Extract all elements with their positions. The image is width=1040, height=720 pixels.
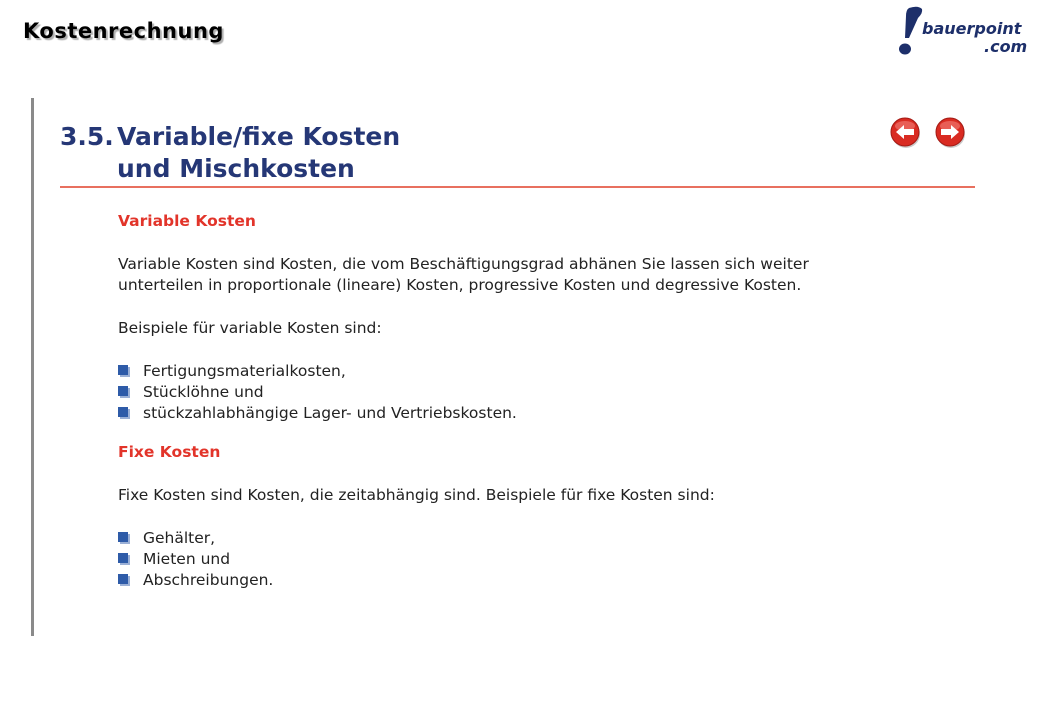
list-item: Gehälter, <box>118 528 898 549</box>
fixed-cost-list <box>118 528 898 591</box>
section-text-variable: Variable Kosten sind Kosten, die vom Beschäftigungsgrad abhänen Sie lassen sich weiter unterteilen in proportionale (lineare) Kosten, progressive Kosten und degressive Kosten. <box>118 255 809 294</box>
slide-content <box>118 211 898 591</box>
arrow-left-circle-icon <box>890 117 922 149</box>
section-title-fixed: Fixe Kosten <box>118 443 221 461</box>
heading-divider <box>60 186 975 188</box>
list-item: stückzahlabhängige Lager- und Vertriebskosten. <box>118 403 898 424</box>
list-item: Mieten und <box>118 549 898 570</box>
next-button[interactable] <box>935 117 967 149</box>
arrow-right-circle-icon <box>935 117 967 149</box>
square-bullet-icon <box>118 386 130 398</box>
heading-line2: und Mischkosten <box>117 154 355 183</box>
square-bullet-icon <box>118 553 130 565</box>
bauerpoint-logo[interactable] <box>896 4 1036 60</box>
previous-button[interactable] <box>890 117 922 149</box>
variable-cost-list <box>118 361 898 424</box>
heading-line1: Variable/fixe Kosten <box>117 122 401 151</box>
list-item: Stücklöhne und <box>118 382 898 403</box>
square-bullet-icon <box>118 574 130 586</box>
page-title: Kostenrechnung <box>23 19 224 43</box>
examples-intro-variable: Beispiele für variable Kosten sind: <box>118 319 382 337</box>
heading-number: 3.5. <box>60 122 114 151</box>
list-item: Abschreibungen. <box>118 570 898 591</box>
section-text-fixed: Fixe Kosten sind Kosten, die zeitabhängig sind. Beispiele für fixe Kosten sind: <box>118 486 715 504</box>
slide-heading <box>60 121 400 185</box>
section-title-variable: Variable Kosten <box>118 212 256 230</box>
square-bullet-icon <box>118 365 130 377</box>
left-frame-border <box>31 98 34 636</box>
logo-text-line1: bauerpoint <box>922 19 1022 38</box>
logo-text-line2: .com <box>984 37 1028 56</box>
list-item: Fertigungsmaterialkosten, <box>118 361 898 382</box>
square-bullet-icon <box>118 407 130 419</box>
square-bullet-icon <box>118 532 130 544</box>
